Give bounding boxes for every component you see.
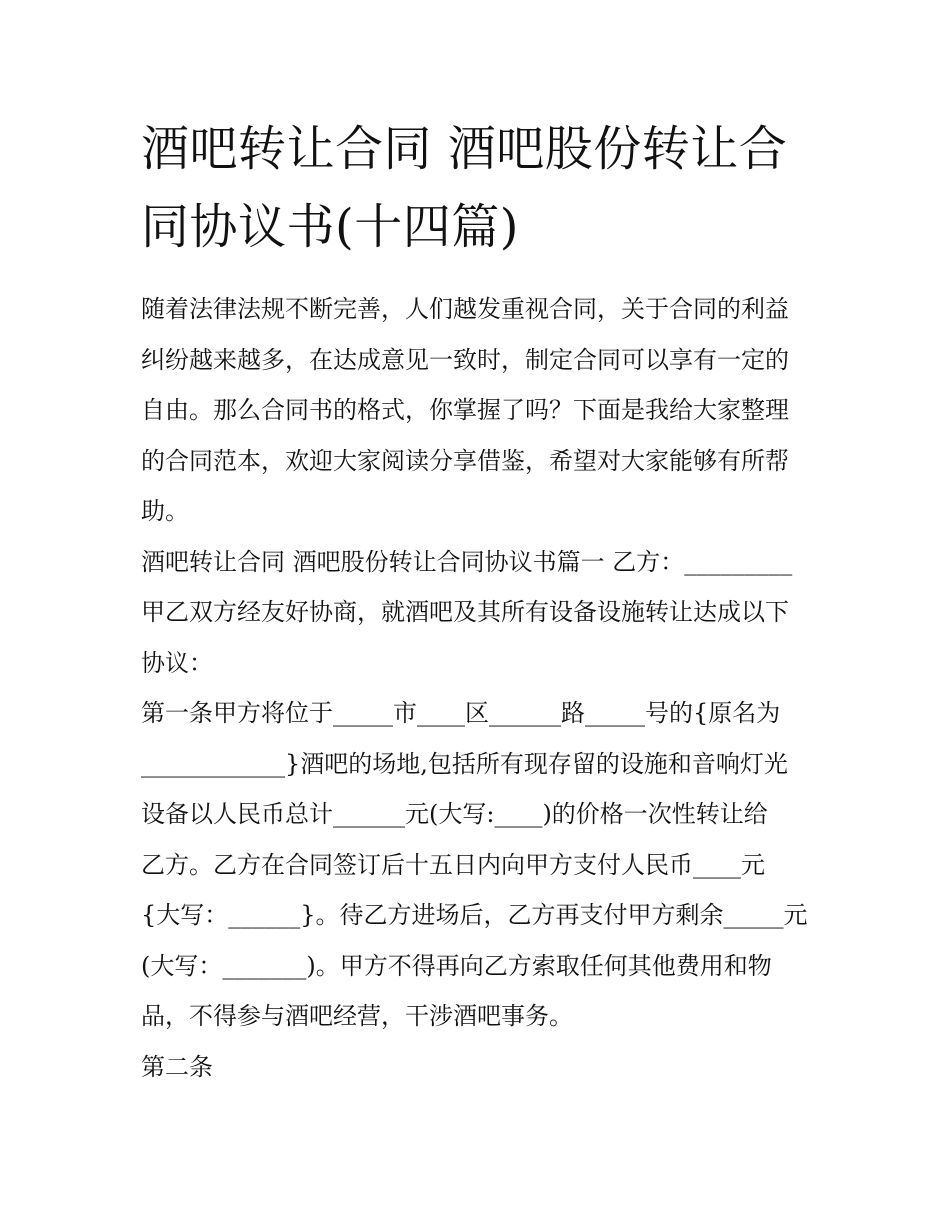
text-line: 随着法律法规不断完善，人们越发重视合同，关于合同的利益 (141, 295, 789, 323)
text-line: 设备以人民币总计______元(大写:____)的价格一次性转让给 (141, 800, 768, 828)
document-page (141, 110, 813, 1092)
title-line: 同协议书(十四篇) (141, 199, 519, 255)
text-line: 乙方。乙方在合同签订后十五日内向甲方支付人民币____元 (141, 850, 765, 879)
text-line: 甲乙双方经友好协商，就酒吧及其所有设备设施转让达成以下 (141, 598, 789, 626)
text-line: (大写：_______)。甲方不得再向乙方索取任何其他费用和物 (141, 951, 772, 980)
text-line: {大写：______}。待乙方进场后，乙方再支付甲方剩余_____元 (141, 901, 808, 929)
text-line: 纠纷越来越多，在达成意见一致时，制定合同可以享有一定的 (141, 345, 789, 374)
text-line: 协议： (141, 648, 213, 677)
text-line: 助。 (141, 497, 189, 525)
document-title (141, 110, 813, 266)
text-line: 第二条 (141, 1052, 213, 1081)
text-line: 自由。那么合同书的格式，你掌握了吗？下面是我给大家整理 (141, 396, 789, 424)
section-heading-paragraph (141, 537, 813, 689)
text-line: ____________}酒吧的场地,包括所有现存留的设施和音响灯光 (141, 749, 788, 778)
article-2-paragraph (141, 1042, 813, 1093)
text-line: 酒吧转让合同 酒吧股份转让合同协议书篇一 乙方：_________ (141, 547, 793, 576)
title-line: 酒吧转让合同 酒吧股份转让合 (141, 121, 788, 177)
article-1-paragraph (141, 688, 813, 1042)
text-line: 的合同范本，欢迎大家阅读分享借鉴，希望对大家能够有所帮 (141, 446, 789, 475)
text-line: 品，不得参与酒吧经营，干涉酒吧事务。 (141, 1002, 573, 1030)
text-line: 第一条甲方将位于_____市____区______路_____号的{原名为 (141, 699, 781, 727)
intro-paragraph (141, 284, 813, 537)
